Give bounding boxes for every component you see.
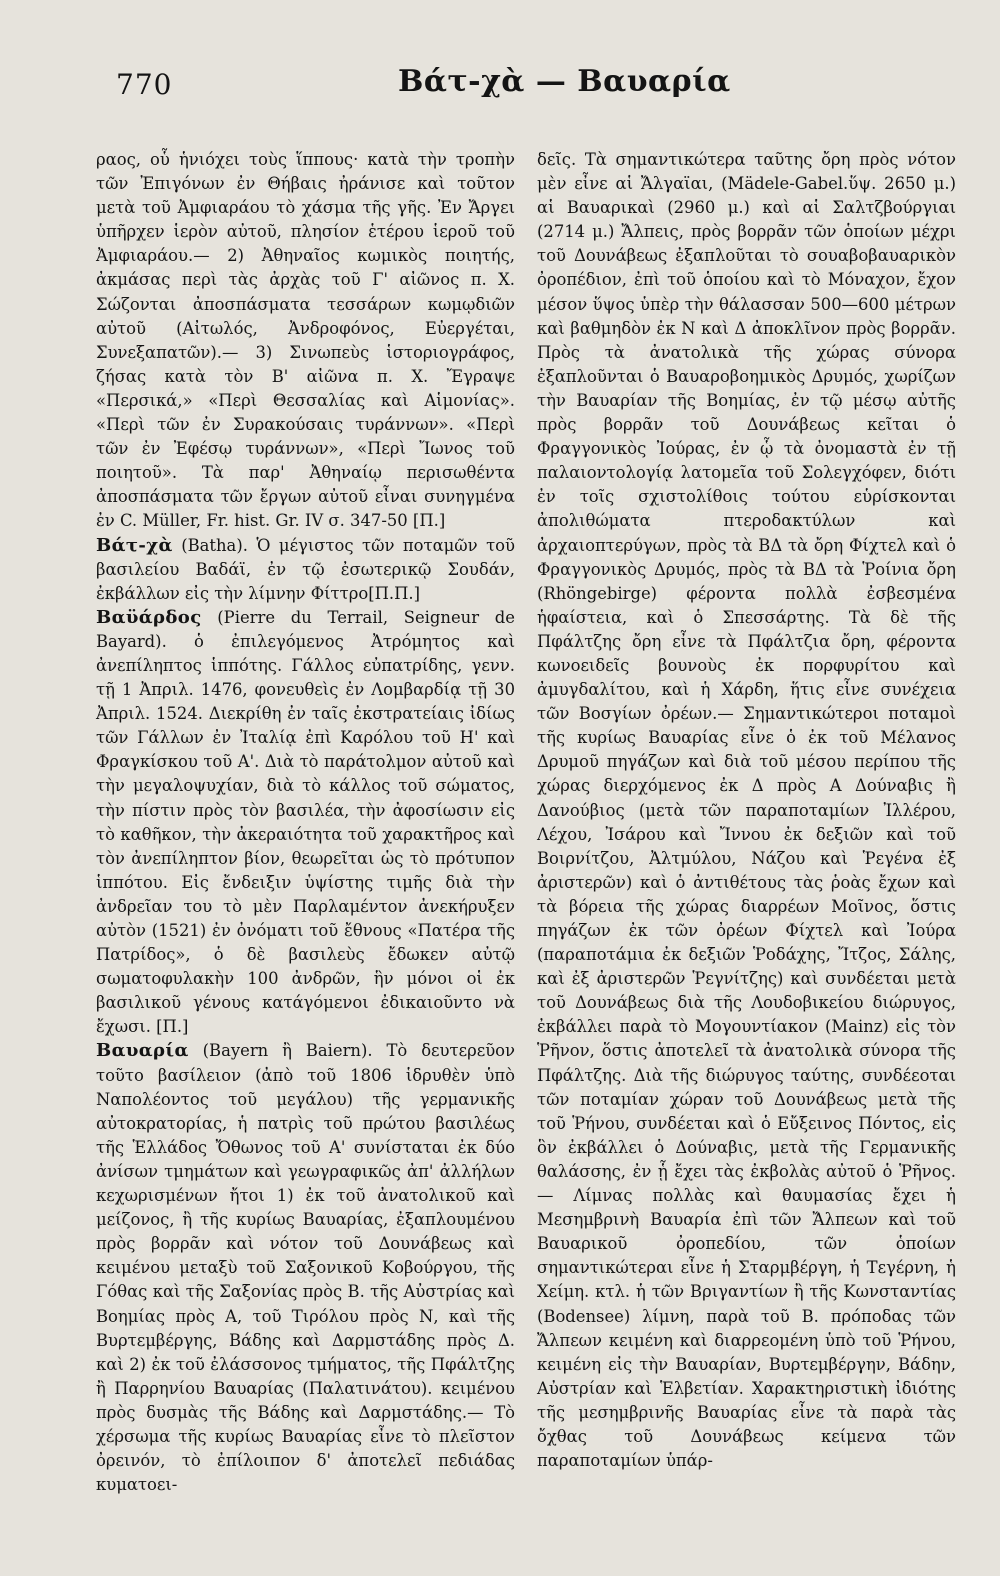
entry-continuation: ραος, οὗ ἡνιόχει τοὺς ἵππους· κατὰ τὴν τροπὴν τῶν Ἐπιγόνων ἐν Θήβαις ἠράνισε καὶ τοῦτον μετὰ τοῦ Ἀμφιαράου τὸ χάσμα τῆς γῆς. Ἐν Ἄργει ὑπῆρχεν ἱερὸν αὐτοῦ, πλησίον ἑτέρου ἱεροῦ τοῦ Ἀμφιαράου.— 2) Ἀθηναῖος κωμικὸς ποιητής, ἀκμάσας περὶ τὰς ἀρχὰς τοῦ Γ' αἰῶνος π. Χ. Σώζονται ἀποσπάσματα τεσσάρων κωμῳδιῶν αὐτοῦ (Αἰτωλός, Ἀνδροφόνος, Εὐεργέται, Συνεξαπατῶν).— 3) Σινωπεὺς ἱστοριογράφος, ζήσας κατὰ τὸν Β' αἰῶνα π. Χ. Ἔγραψε «Περσικά,» «Περὶ Θεσσαλίας καὶ Αἱμονίας». «Περὶ τῶν ἐν Συρακούσαις τυράννων». «Περὶ τῶν ἐν Ἐφέσῳ τυράννων», «Περὶ Ἴωνος τοῦ ποιητοῦ». Τὰ παρ' Ἀθηναίῳ περισωθέντα ἀποσπάσματα τῶν ἔργων αὐτοῦ εἶναι συνηγμένα ἐν C. Müller, Fr. hist. Gr. IV σ. 347-50 [Π.]: [96, 150, 515, 531]
entry-text: (Batha). Ὁ μέγιστος τῶν ποταμῶν τοῦ βασιλείου Βαδάϊ, ἐν τῷ ἐσωτερικῷ Σουδάν, ἐκβάλλων εἰς τὴν λίμνην Φίττρο[Π.Π.]: [96, 535, 515, 603]
right-column: [537, 148, 956, 1497]
entry-batcha: [96, 534, 515, 606]
entry-headword: Βαυαρία: [96, 1040, 189, 1062]
entry-text: (Bayern ἢ Baiern). Τὸ δευτερεῦον τοῦτο βασίλειον (ἀπὸ τοῦ 1806 ἱδρυθὲν ὑπὸ Ναπολέοντος τοῦ μεγάλου) τῆς γερμανικῆς αὐτοκρατορίας, ἡ πατρὶς τοῦ πρώτου βασιλέως τῆς Ἑλλάδος Ὄθωνος τοῦ Α' συνίσταται ἐκ δύο ἀνίσων τμημάτων καὶ γεωγραφικῶς ἀπ' ἀλλήλων κεχωρισμένων ἤτοι 1) ἐκ τοῦ ἀνατολικοῦ καὶ μείζονος, ἢ τῆς κυρίως Βαυαρίας, ἐξαπλουμένου πρὸς βορρᾶν καὶ νότον τοῦ Δουνάβεως καὶ κειμένου μεταξὺ τοῦ Σαξονικοῦ Κοβούργου, τῆς Γόθας καὶ τῆς Σαξονίας πρὸς Β. τῆς Αὐστρίας καὶ Βοημίας πρὸς Α, τοῦ Τιρόλου πρὸς Ν, καὶ τῆς Βυρτεμβέργης, Βάδης καὶ Δαρμστάδης πρὸς Δ. καὶ 2) ἐκ τοῦ ἐλάσσονος τμήματος, τῆς Πφάλτζης ἢ Παρρηνίου Βαυαρίας (Παλατινάτου). κειμένου πρὸς δυσμὰς τῆς Βάδης καὶ Δαρμστάδης.— Τὸ χέρσωμα τῆς κυρίως Βαυαρίας εἶνε τὸ πλεῖστον ὀρεινόν, τὸ ἐπίλοιπον δ' ἀποτελεῖ πεδιάδας κυματοει-: [96, 1041, 515, 1495]
entry-text: (Pierre du Terrail, Seigneur de Bayard). ὁ ἐπιλεγόμενος Ἀτρόμητος καὶ ἀνεπίληπτος ἱππότης. Γάλλος εὐπατρίδης, γενν. τῇ 1 Ἀπριλ. 1476, φονευθεὶς ἐν Λομβαρδίᾳ τῇ 30 Ἀπριλ. 1524. Διεκρίθη ἐν ταῖς ἐκστρατείαις ἰδίως τῶν Γάλλων ἐν Ἰταλίᾳ ἐπὶ Καρόλου τοῦ Η' καὶ Φραγκίσκου τοῦ Α'. Διὰ τὸ παράτολμον αὐτοῦ καὶ τὴν μεγαλοψυχίαν, διὰ τὸ κάλλος τοῦ σώματος, τὴν πίστιν πρὸς τὸν βασιλέα, τὴν ἀφοσίωσιν εἰς τὸ καθῆκον, τὴν ἀκεραιότητα τοῦ χαρακτῆρος καὶ τὸν ἀνεπίληπτον βίον, θεωρεῖται ὡς τὸ πρότυπον ἱππότου. Εἰς ἔνδειξιν ὑψίστης τιμῆς διὰ τὴν ἀνδρεῖαν του τὸ μὲν Παρλαμέντον ἀνεκήρυξεν αὐτὸν (1521) ἐν ὀνόματι τοῦ ἔθνους «Πατέρα τῆς Πατρίδος», ὁ δὲ βασιλεὺς ἔδωκεν αὐτῷ σωματοφυλακὴν 100 ἀνδρῶν, ἣν μόνοι οἱ ἐκ βασιλικοῦ γένους κατάγόμενοι ἐδικαιοῦντο νὰ ἔχωσι. [Π.]: [96, 607, 515, 1037]
page-number: 770: [116, 68, 173, 101]
entry-headword: Βαϋάρδος: [96, 606, 202, 628]
entry-bavaria: [96, 1039, 515, 1497]
left-column: [96, 148, 515, 1497]
entry-continuation: δεῖς. Τὰ σημαντικώτερα ταῦτης ὄρη πρὸς νότον μὲν εἶνε αἱ Ἄλγαϊαι, (Mädele-Gabel.ὕψ. 2650 μ.) αἱ Βαυαρικαὶ (2960 μ.) καὶ αἱ Σαλτζβούργιαι (2714 μ.) Ἄλπεις, πρὸς βορρᾶν τῶν ὁποίων μέχρι τοῦ Δουνάβεως ἐξαπλοῦται τὸ σουαβοβαυαρικὸν ὀροπέδιον, ἐπὶ τοῦ ὁποίου καὶ τὸ Μόναχον, ἔχον μέσον ὕψος ὑπὲρ τὴν θάλασσαν 500—600 μέτρων καὶ βαθμηδὸν ἐκ Ν καὶ Δ ἀποκλῖνον πρὸς βορρᾶν. Πρὸς τὰ ἀνατολικὰ τῆς χώρας σύνορα ἐξαπλοῦνται ὁ Βαυαροβοημικὸς Δρυμός, χωρίζων τὴν Βαυαρίαν τῆς Βοημίας, ἐν τῷ μέσῳ αὐτῆς πρὸς βορρᾶν τοῦ Δουνάβεως κεῖται ὁ Φραγγονικὸς Ἰούρας, ἐν ᾧ τὰ ὀνομαστὰ ἐν τῇ παλαιοντολογίᾳ λατομεῖα τοῦ Σολεγχόφεν, διότι ἐν τοῖς σχιστολίθοις τούτου εὑρίσκονται ἀπολιθώματα πτεροδακτύλων καὶ ἀρχαιοπτερύγων, πρὸς τὰ ΒΔ τὰ ὄρη Φίχτελ καὶ ὁ Φραγγονικὸς Δρυμός, πρὸς τὰ ΒΔ τὰ Ῥοίνια ὄρη (Rhöngebirge) φέροντα πολλὰ ἐσβεσμένα ἡφαίστεια, καὶ ὁ Σπεσσάρτης. Τὰ δὲ τῆς Πφάλτζης ὄρη εἶνε τὰ Πφάλτζια ὄρη, φέροντα κωνοειδεῖς βουνοὺς ἐκ πορφυρίτου καὶ ἀμυγδαλίτου, καὶ ἡ Χάρδη, ἥτις εἶνε συνέχεια τῶν Βοσγίων ὀρέων.— Σημαντικώτεροι ποταμοὶ τῆς κυρίως Βαυαρίας εἶνε ὁ ἐκ τοῦ Μέλανος Δρυμοῦ πηγάζων καὶ διὰ τοῦ μέσου περίπου τῆς χώρας διερχόμενος ἐκ Δ πρὸς Α Δούναβις ἢ Δανούβιος (μετὰ τῶν παραποταμίων Ἰλλέρου, Λέχου, Ἰσάρου καὶ Ἴννου ἐκ δεξιῶν καὶ τοῦ Βοιρνίτζου, Ἀλτμύλου, Νάζου καὶ Ῥεγένα ἐξ ἀριστερῶν) καὶ ὁ ἀντιθέτους τὰς ῥοὰς ἔχων καὶ τὰ βόρεια τῆς χώρας διαρρέων Μοῖνος, ὅστις πηγάζων ἐκ τῶν ὀρέων Φίχτελ καὶ Ἰούρα (παραποτάμια ἐκ δεξιῶν Ῥοδάχης, Ἴτζος, Σάλης, καὶ ἐξ ἀριστερῶν Ῥεγνίτζης) καὶ συνδέεται μετὰ τοῦ Δουνάβεως διὰ τῆς Λουδοβικείου διώρυγος, ἐκβάλλει παρὰ τὸ Μογουντίακον (Mainz) εἰς τὸν Ῥῆνον, ὅστις ἀποτελεῖ τὰ ἀνατολικὰ σύνορα τῆς Πφάλτζης. Διὰ τῆς διώρυγος ταύτης, συνδέεοται τῶν ποταμίαν χώραν τοῦ Δουνάβεως μετὰ τῆς τοῦ Ῥήνου, συνδέεται καὶ ὁ Εὔξεινος Πόντος, εἰς ὃν ἐκβάλλει ὁ Δούναβις, μετὰ τῆς Γερμανικῆς θαλάσσης, ἐν ᾗ ἔχει τὰς ἐκβολὰς αὐτοῦ ὁ Ῥῆνος.— Λίμνας πολλὰς καὶ θαυμασίας ἔχει ἡ Μεσημβρινὴ Βαυαρία ἐπὶ τῶν Ἄλπεων καὶ τοῦ Βαυαρικοῦ ὀροπεδίου, τῶν ὁποίων σημαντικώτεραι εἶνε ἡ Σταρμβέργη, ἡ Τεγέρνη, ἡ Χείμη. κτλ. ἡ τῶν Βριγαντίων ἢ τῆς Κωνσταντίας (Bodensee) λίμνη, παρὰ τοῦ Β. πρόποδας τῶν Ἄλπεων κειμένη καὶ διαρρεομένη ὑπὸ τοῦ Ῥήνου, κειμένη εἰς τὴν Βαυαρίαν, Βυρτεμβέργην, Βάδην, Αὐστρίαν καὶ Ἑλβετίαν. Χαρακτηριστικὴ ἰδιότης τῆς μεσημβρινῆς Βαυαρίας εἶνε τὰ παρὰ τὰς ὄχθας τοῦ Δουνάβεως κείμενα τῶν παραποταμίων ὑπάρ-: [537, 150, 956, 1471]
page-header: [96, 58, 956, 114]
running-head: Βάτ-χὰ — Βαυαρία: [398, 64, 731, 99]
entry-headword: Βάτ-χὰ: [96, 534, 173, 556]
entry-bayard: [96, 606, 515, 1040]
text-columns: [96, 148, 956, 1497]
